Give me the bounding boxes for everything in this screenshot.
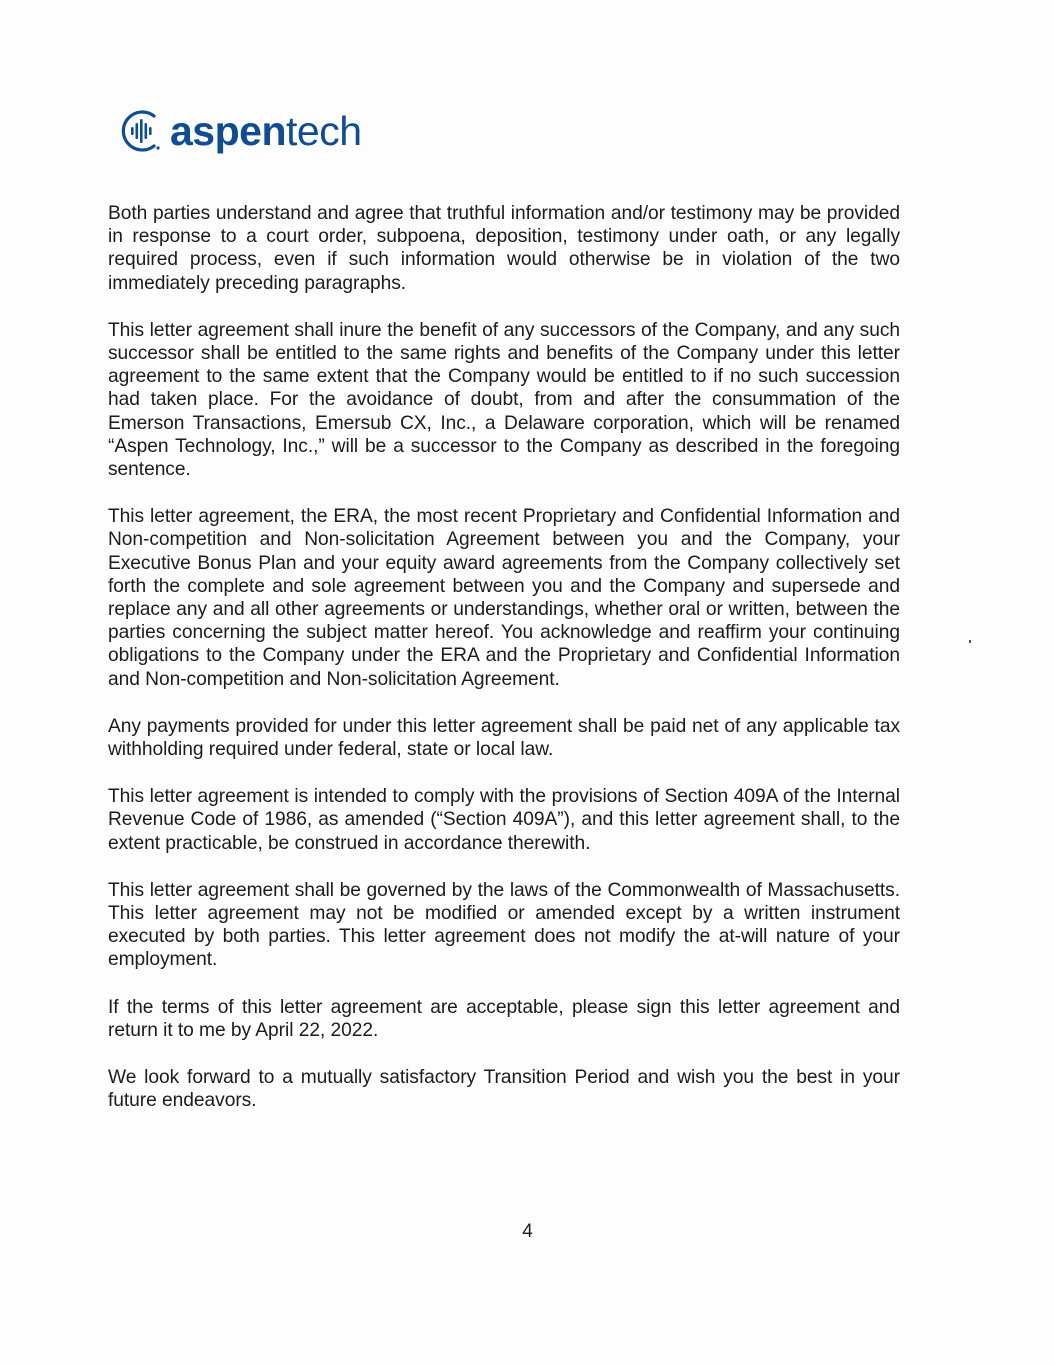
letter-body — [108, 202, 900, 1137]
page-number: 4 — [522, 1221, 533, 1242]
paragraph-truthful-testimony: Both parties understand and agree that truthful information and/or testimony may be provided in response to a court order, subpoena, deposition, testimony under oath, or any legally required process, even if such information would otherwise be in violation of the two immediately preceding paragraphs. — [108, 203, 900, 294]
logo-wordmark-bold: aspen — [170, 108, 286, 154]
paragraph-section-409a: This letter agreement is intended to comply with the provisions of Section 409A of the Internal Revenue Code of 1986, as amended (“Section 409A”), and this letter agreement shall, to the extent practicable, be construed in accordance therewith. — [108, 786, 900, 854]
paragraph-tax-withholding: Any payments provided for under this letter agreement shall be paid net of any applicable tax withholding required under federal, state or local law. — [108, 715, 900, 761]
paragraph-governing-law: This letter agreement shall be governed by the laws of the Commonwealth of Massachusetts. This letter agreement may not be modified or amended except by a written instrument executed by both parties. This letter agreement does not modify the at-will nature of your employment. — [108, 879, 900, 971]
logo-wordmark — [170, 106, 362, 156]
logo-wordmark-light: tech — [286, 108, 362, 154]
paragraph-closing: We look forward to a mutually satisfactory Transition Period and wish you the best in your future endeavors. — [108, 1067, 900, 1112]
paragraph-acceptance: If the terms of this letter agreement are acceptable, please sign this letter agreement and return it to me by April 22, 2022. — [108, 996, 900, 1041]
paragraph-entire-agreement: This letter agreement, the ERA, the most recent Proprietary and Confidential Information and Non-competition and Non-solicitation Agreement between you and the Company, your Executive Bonus Plan and your equity award agreements from the Company collectively set forth the complete and sole agreement between you and the Company and supersede and replace any and all other agreements or understandings, whether oral or written, between the parties concerning the subject matter hereof. You acknowledge and reaffirm your continuing obligations to the Company under the ERA and the Proprietary and Confidential Information and Non-competition and Non-solicitation Agreement. — [108, 506, 900, 690]
scan-speck — [969, 640, 971, 643]
paragraph-successors: This letter agreement shall inure the benefit of any successors of the Company, and any such successor shall be entitled to the same rights and benefits of the Company under this letter agreement to the same extent that the Company would be entitled to if no such succession had taken place. For the avoidance of doubt, from and after the consummation of the Emerson Transactions, Emersub CX, Inc., a Delaware corporation, which will be renamed “Aspen Technology, Inc.,” will be a successor to the Company as described in the foregoing sentence. — [108, 319, 900, 481]
company-logo — [120, 106, 362, 156]
aspentech-waveform-icon — [120, 106, 166, 156]
